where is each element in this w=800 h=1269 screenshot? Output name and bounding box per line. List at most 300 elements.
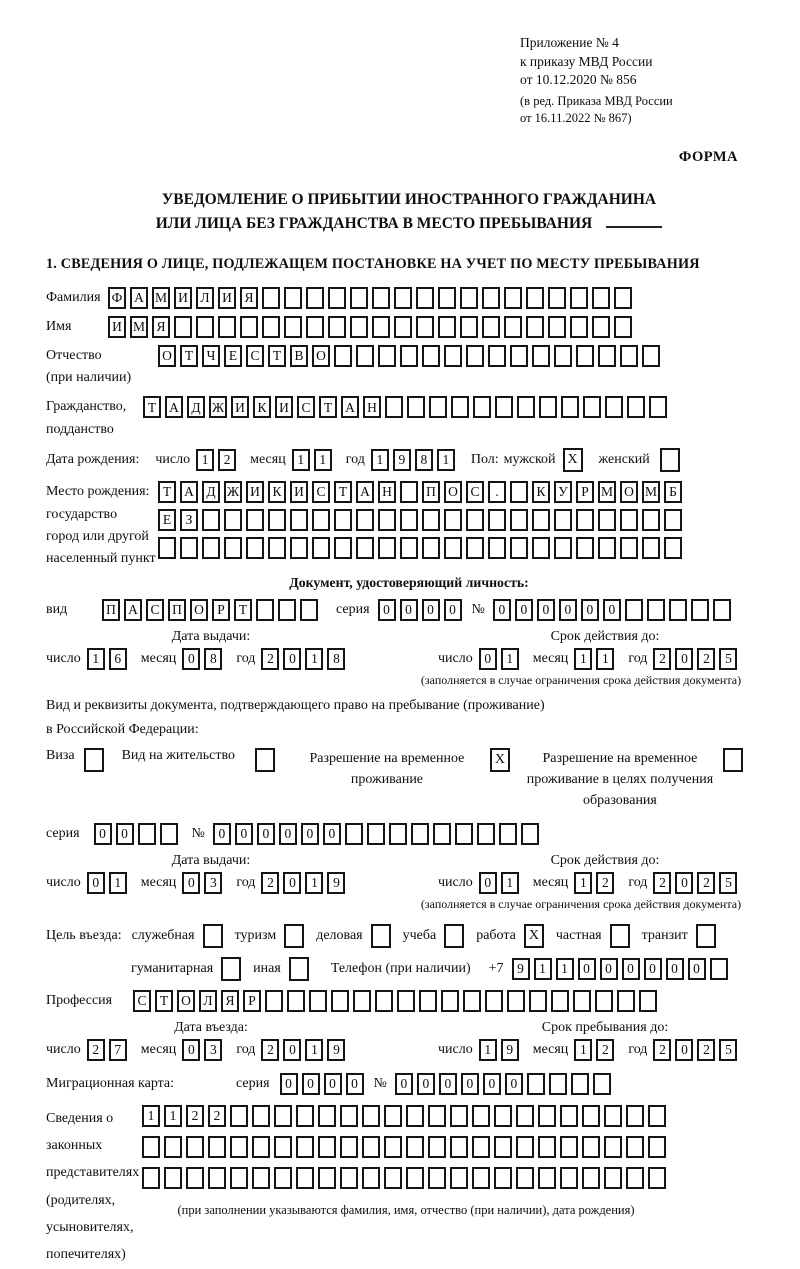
day-digit-box: 1	[501, 872, 519, 894]
char-box: 0	[395, 1073, 413, 1095]
char-box	[444, 537, 462, 559]
day-digit-box: 1	[501, 648, 519, 670]
char-box	[422, 345, 440, 367]
char-box: А	[124, 599, 142, 621]
day-digit-box: 1	[109, 872, 127, 894]
char-box	[604, 1167, 622, 1189]
char-box: 0	[279, 823, 297, 845]
char-box	[626, 1136, 644, 1158]
birth-date-group	[155, 449, 458, 471]
char-box: Т	[234, 599, 252, 621]
char-box: И	[218, 287, 236, 309]
char-box: О	[158, 345, 176, 367]
month-digit-box: 2	[596, 872, 614, 894]
char-box: К	[253, 396, 271, 418]
char-box	[174, 316, 192, 338]
year-digit-box: 2	[697, 648, 715, 670]
phone-label: Телефон (при наличии)	[330, 960, 471, 976]
doc-number-label: №	[471, 601, 485, 617]
char-box	[290, 537, 308, 559]
migration-card-label: Миграционная карта:	[46, 1075, 175, 1091]
char-box	[713, 599, 731, 621]
representatives-line-3	[142, 1167, 670, 1189]
option-checkbox	[284, 924, 304, 948]
char-box: 0	[323, 823, 341, 845]
char-box: Т	[155, 990, 173, 1012]
char-box	[407, 396, 425, 418]
citizenship-boxes	[143, 396, 671, 418]
day-digit-box: 2	[87, 1039, 105, 1061]
year-digit-box: 2	[261, 872, 279, 894]
char-box	[328, 316, 346, 338]
char-box	[230, 1105, 248, 1127]
char-box	[218, 316, 236, 338]
purpose-options	[132, 924, 716, 948]
char-box: О	[190, 599, 208, 621]
char-box	[240, 316, 258, 338]
char-box	[265, 990, 283, 1012]
char-box	[328, 287, 346, 309]
char-box: 1	[556, 958, 574, 980]
char-box	[389, 823, 407, 845]
year-digit-box: 5	[719, 872, 737, 894]
char-box	[268, 537, 286, 559]
char-box	[466, 509, 484, 531]
char-box: 9	[512, 958, 530, 980]
char-box	[196, 316, 214, 338]
day-digit-box: 0	[479, 872, 497, 894]
option-checkbox	[696, 924, 716, 948]
citizenship-label: Гражданство, подданство	[46, 399, 127, 437]
char-box	[627, 396, 645, 418]
char-box	[625, 599, 643, 621]
char-box: И	[290, 481, 308, 503]
char-box	[362, 1167, 380, 1189]
month-digit-box: 1	[574, 872, 592, 894]
char-box: С	[466, 481, 484, 503]
char-box	[516, 1136, 534, 1158]
surname-boxes	[108, 287, 636, 309]
doc-type-boxes	[102, 599, 322, 621]
char-box	[138, 823, 156, 845]
char-box	[548, 287, 566, 309]
year-digit-box: 1	[371, 449, 389, 471]
char-box: 0	[116, 823, 134, 845]
profession-row	[46, 990, 772, 1012]
char-box	[494, 1105, 512, 1127]
char-box	[309, 990, 327, 1012]
char-box	[318, 1105, 336, 1127]
char-box: Р	[576, 481, 594, 503]
char-box: Т	[268, 345, 286, 367]
residence-series-boxes	[94, 823, 182, 845]
representatives-line-2	[142, 1136, 670, 1158]
char-box	[202, 537, 220, 559]
char-box: Е	[158, 509, 176, 531]
char-box: И	[246, 481, 264, 503]
char-box	[554, 509, 572, 531]
year-digit-box: 9	[393, 449, 411, 471]
migration-card-row	[46, 1073, 772, 1095]
char-box	[532, 509, 550, 531]
char-box	[472, 1136, 490, 1158]
residence-doc-dates	[46, 853, 772, 912]
char-box: 0	[483, 1073, 501, 1095]
char-box	[375, 990, 393, 1012]
month-label: месяц	[532, 874, 569, 890]
entry-date-group	[46, 1039, 438, 1061]
char-box	[340, 1167, 358, 1189]
char-box	[576, 537, 594, 559]
char-box	[142, 1167, 160, 1189]
char-box	[444, 345, 462, 367]
char-box	[433, 823, 451, 845]
char-box	[554, 537, 572, 559]
day-digit-box: 0	[479, 648, 497, 670]
day-digit-box: 1	[87, 648, 105, 670]
day-label: число	[46, 1041, 81, 1057]
month-digit-box: 3	[204, 1039, 222, 1061]
char-box	[560, 1167, 578, 1189]
year-label: год	[345, 452, 365, 468]
char-box	[406, 1105, 424, 1127]
char-box	[411, 823, 429, 845]
char-box	[620, 537, 638, 559]
option-checkbox	[289, 957, 309, 981]
char-box	[318, 1167, 336, 1189]
char-box: 0	[94, 823, 112, 845]
female-checkbox	[660, 448, 680, 472]
char-box: А	[356, 481, 374, 503]
char-box	[598, 345, 616, 367]
char-box	[284, 316, 302, 338]
residence-permit-checkbox	[255, 748, 275, 772]
representatives-note: (при заполнении указываются фамилия, имя, отчество (при наличии), дата рождения)	[177, 1202, 635, 1217]
char-box	[384, 1136, 402, 1158]
year-digit-box: 8	[415, 449, 433, 471]
char-box	[472, 1105, 490, 1127]
year-digit-box: 9	[327, 872, 345, 894]
char-box	[186, 1136, 204, 1158]
patronymic-boxes	[158, 345, 664, 367]
char-box	[647, 599, 665, 621]
year-digit-box: 5	[719, 648, 737, 670]
char-box	[350, 316, 368, 338]
char-box	[400, 481, 418, 503]
char-box	[441, 990, 459, 1012]
year-digit-box: 2	[261, 648, 279, 670]
month-digit-box: 8	[204, 648, 222, 670]
char-box	[246, 537, 264, 559]
purpose-label: Цель въезда:	[46, 927, 122, 943]
char-box	[400, 345, 418, 367]
char-box: А	[341, 396, 359, 418]
char-box: 0	[417, 1073, 435, 1095]
char-box	[394, 287, 412, 309]
char-box	[554, 345, 572, 367]
purpose-option	[556, 924, 630, 948]
char-box	[397, 990, 415, 1012]
month-label: месяц	[140, 650, 177, 666]
doc-number-boxes	[493, 599, 735, 621]
char-box	[306, 287, 324, 309]
purpose-row-1	[46, 924, 772, 948]
purpose-option	[476, 924, 544, 948]
char-box	[494, 1167, 512, 1189]
year-digit-box: 0	[675, 648, 693, 670]
char-box	[416, 316, 434, 338]
char-box	[460, 287, 478, 309]
char-box: 0	[559, 599, 577, 621]
char-box: Т	[180, 345, 198, 367]
char-box	[482, 287, 500, 309]
char-box	[455, 823, 473, 845]
char-box	[582, 1136, 600, 1158]
temp-residence-edu-label: Разрешение на временное проживание в целях получения образования	[526, 750, 714, 808]
option-label: служебная	[131, 927, 195, 943]
identity-doc-row	[46, 599, 772, 621]
char-box	[573, 990, 591, 1012]
char-box	[444, 509, 462, 531]
char-box	[576, 509, 594, 531]
char-box: 1	[142, 1105, 160, 1127]
purpose-option	[131, 957, 241, 981]
char-box: Л	[199, 990, 217, 1012]
char-box: И	[231, 396, 249, 418]
year-digit-box: 1	[305, 872, 323, 894]
char-box	[422, 537, 440, 559]
day-digit-box: 9	[501, 1039, 519, 1061]
option-label: гуманитарная	[131, 960, 214, 976]
char-box: Ф	[108, 287, 126, 309]
valid-until-heading: Срок действия до:	[550, 628, 660, 644]
char-box: У	[554, 481, 572, 503]
patronymic-row	[46, 345, 772, 390]
char-box	[353, 990, 371, 1012]
char-box	[438, 316, 456, 338]
char-box	[278, 599, 296, 621]
entry-date-heading: Дата въезда:	[174, 1019, 248, 1035]
char-box: 0	[622, 958, 640, 980]
sex-label: Пол:	[470, 452, 499, 468]
year-digit-box: 1	[305, 648, 323, 670]
char-box: И	[275, 396, 293, 418]
profession-label: Профессия	[46, 992, 113, 1008]
char-box: О	[312, 345, 330, 367]
char-box: В	[290, 345, 308, 367]
char-box	[252, 1136, 270, 1158]
residence-intro-1: Вид и реквизиты документа, подтверждающего право на пребывание (проживание)	[46, 697, 545, 713]
char-box	[300, 599, 318, 621]
citizenship-row	[46, 396, 772, 441]
char-box: 0	[493, 599, 511, 621]
char-box	[356, 509, 374, 531]
char-box: 0	[461, 1073, 479, 1095]
annex-line: Приложение № 4	[520, 35, 619, 50]
annex-line: от 10.12.2020 № 856	[520, 72, 637, 88]
char-box	[334, 345, 352, 367]
char-box	[450, 1167, 468, 1189]
char-box	[180, 537, 198, 559]
char-box: И	[108, 316, 126, 338]
char-box	[466, 345, 484, 367]
month-digit-box: 0	[182, 648, 200, 670]
day-digit-box: 6	[109, 648, 127, 670]
option-label: учеба	[402, 927, 437, 943]
option-checkbox	[444, 924, 464, 948]
char-box	[428, 1136, 446, 1158]
year-digit-box: 2	[697, 1039, 715, 1061]
purpose-option	[642, 924, 716, 948]
char-box: П	[102, 599, 120, 621]
char-box	[312, 537, 330, 559]
char-box	[428, 1105, 446, 1127]
phone-boxes	[512, 958, 732, 980]
char-box: 0	[603, 599, 621, 621]
option-label: туризм	[234, 927, 277, 943]
char-box	[429, 396, 447, 418]
surname-row	[46, 287, 772, 309]
residence-valid-group	[438, 872, 772, 894]
char-box	[246, 509, 264, 531]
char-box	[532, 345, 550, 367]
char-box: С	[246, 345, 264, 367]
char-box: .	[488, 481, 506, 503]
day-digit-box: 1	[479, 1039, 497, 1061]
year-digit-box: 8	[327, 648, 345, 670]
char-box	[642, 537, 660, 559]
birth-place-line-2	[158, 509, 686, 531]
char-box	[642, 509, 660, 531]
char-box	[202, 509, 220, 531]
char-box: 2	[186, 1105, 204, 1127]
residence-intro-2: в Российской Федерации:	[46, 721, 199, 737]
option-label: транзит	[641, 927, 688, 943]
stay-until-heading: Срок пребывания до:	[541, 1019, 669, 1035]
month-label: месяц	[532, 650, 569, 666]
phone-group	[331, 958, 732, 980]
identity-doc-dates	[46, 629, 772, 688]
char-box	[620, 509, 638, 531]
purpose-row-2	[46, 957, 772, 981]
char-box	[582, 1105, 600, 1127]
char-box	[419, 990, 437, 1012]
char-box	[274, 1136, 292, 1158]
char-box	[499, 823, 517, 845]
char-box: Н	[363, 396, 381, 418]
char-box	[400, 537, 418, 559]
char-box	[504, 316, 522, 338]
char-box: С	[312, 481, 330, 503]
amendment-line: (в ред. Приказа МВД России	[520, 93, 673, 108]
char-box	[538, 1167, 556, 1189]
char-box	[334, 509, 352, 531]
entry-dates	[46, 1020, 772, 1061]
char-box	[488, 537, 506, 559]
char-box	[560, 1136, 578, 1158]
char-box: Т	[143, 396, 161, 418]
year-label: год	[628, 874, 648, 890]
residence-permit-option	[122, 748, 275, 772]
char-box	[224, 537, 242, 559]
year-digit-box: 5	[719, 1039, 737, 1061]
char-box: 0	[235, 823, 253, 845]
char-box: Т	[334, 481, 352, 503]
char-box: 0	[301, 823, 319, 845]
char-box	[164, 1167, 182, 1189]
issue-date-group	[46, 648, 438, 670]
month-digit-box: 2	[596, 1039, 614, 1061]
char-box	[230, 1167, 248, 1189]
char-box: О	[177, 990, 195, 1012]
char-box: 0	[346, 1073, 364, 1095]
char-box	[614, 316, 632, 338]
option-checkbox	[371, 924, 391, 948]
char-box	[664, 509, 682, 531]
year-digit-box: 1	[437, 449, 455, 471]
char-box	[649, 396, 667, 418]
char-box	[710, 958, 728, 980]
purpose-option	[253, 957, 309, 981]
day-label: число	[46, 650, 81, 666]
char-box	[428, 1167, 446, 1189]
char-box	[604, 1136, 622, 1158]
char-box: П	[168, 599, 186, 621]
char-box	[626, 1105, 644, 1127]
patronymic-label: Отчество (при наличии)	[46, 347, 132, 386]
char-box: 0	[537, 599, 555, 621]
char-box	[529, 990, 547, 1012]
option-checkbox: X	[524, 924, 544, 948]
char-box	[664, 537, 682, 559]
char-box	[274, 1105, 292, 1127]
visa-option	[46, 748, 104, 772]
char-box	[592, 316, 610, 338]
day-digit-box: 2	[218, 449, 236, 471]
char-box: Л	[196, 287, 214, 309]
char-box	[372, 287, 390, 309]
char-box: М	[152, 287, 170, 309]
visa-checkbox	[84, 748, 104, 772]
char-box: Ж	[209, 396, 227, 418]
char-box	[669, 599, 687, 621]
birth-place-label: Место рождения: государство город или другой населенный пункт	[46, 484, 156, 567]
option-label: частная	[555, 927, 602, 943]
female-label: женский	[598, 452, 650, 468]
char-box	[521, 823, 539, 845]
char-box: Т	[319, 396, 337, 418]
char-box	[450, 1136, 468, 1158]
char-box: 0	[257, 823, 275, 845]
option-label: иная	[253, 960, 281, 976]
char-box	[595, 990, 613, 1012]
char-box	[488, 345, 506, 367]
char-box	[571, 1073, 589, 1095]
char-box	[296, 1105, 314, 1127]
birth-place-row	[46, 481, 772, 571]
char-box	[605, 396, 623, 418]
char-box: Б	[664, 481, 682, 503]
year-digit-box: 0	[675, 872, 693, 894]
char-box	[583, 396, 601, 418]
title-line-2: ИЛИ ЛИЦА БЕЗ ГРАЖДАНСТВА В МЕСТО ПРЕБЫВАНИЯ	[46, 212, 772, 236]
stay-until-group	[438, 1039, 772, 1061]
char-box	[517, 396, 535, 418]
char-box: 0	[578, 958, 596, 980]
month-digit-box: 1	[292, 449, 310, 471]
year-digit-box: 2	[653, 1039, 671, 1061]
residence-options-row	[46, 748, 772, 811]
